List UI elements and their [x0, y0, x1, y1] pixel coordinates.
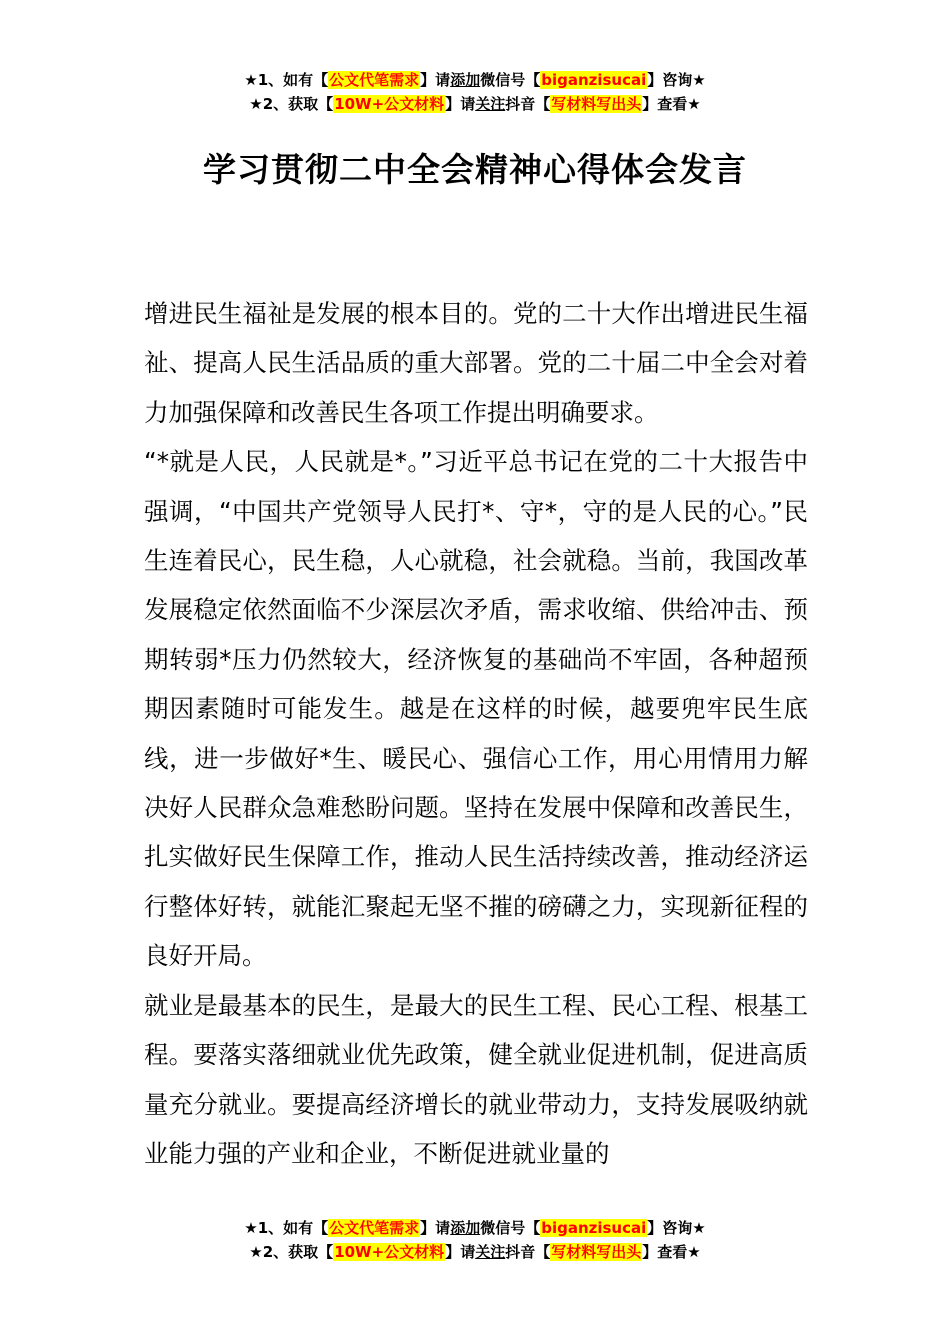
highlight-service: 公文代笔需求 — [329, 71, 420, 89]
highlight-douyin-account: 写材料写出头 — [551, 1243, 642, 1261]
paragraph: 增进民生福祉是发展的根本目的。党的二十大作出增进民生福祉、提高人民生活品质的重大部署。党的二十届二中全会对着力加强保障和改善民生各项工作提出明确要求。 — [144, 299, 808, 427]
header-banner — [0, 68, 950, 116]
highlight-materials: 10W+公文材料 — [334, 95, 445, 113]
document-body — [144, 289, 808, 1178]
banner-line-1: ★1、如有【公文代笔需求】请添加微信号【biganzisucai】咨询★ — [244, 1219, 706, 1237]
highlight-douyin-account: 写材料写出头 — [551, 95, 642, 113]
paragraph: 就业是最基本的民生，是最大的民生工程、民心工程、根基工程。要落实落细就业优先政策，健全就业促进机制，促进高质量充分就业。要提高经济增长的就业带动力，支持发展吸纳就业能力强的产业和企业，不断促进就业量的 — [144, 990, 808, 1168]
banner-line-1: ★1、如有【公文代笔需求】请添加微信号【biganzisucai】咨询★ — [244, 71, 706, 89]
paragraph: “*就是人民，人民就是*。”习近平总书记在党的二十大报告中强调，“中国共产党领导人民打*、守*，守的是人民的心。”民生连着民心，民生稳，人心就稳，社会就稳。当前，我国改革发展稳定依然面临不少深层次矛盾，需求收缩、供给冲击、预期转弱*压力仍然较大，经济恢复的基础尚不牢固，各种超预期因素随时可能发生。越是在这样的时候，越要兜牢民生底线，进一步做好*生、暖民心、强信心工作，用心用情用力解决好人民群众急难愁盼问题。坚持在发展中保障和改善民生，扎实做好民生保障工作，推动人民生活持续改善，推动经济运行整体好转，就能汇聚起无坚不摧的磅礴之力，实现新征程的良好开局。 — [144, 447, 808, 971]
highlight-materials: 10W+公文材料 — [334, 1243, 445, 1261]
banner-line-2: ★2、获取【10W+公文材料】请关注抖音【写材料写出头】查看★ — [249, 1243, 701, 1261]
footer-banner — [0, 1216, 950, 1264]
document-title: 学习贯彻二中全会精神心得体会发言 — [203, 150, 747, 189]
highlight-wechat-id: biganzisucai — [541, 1219, 647, 1237]
highlight-service: 公文代笔需求 — [329, 1219, 420, 1237]
banner-line-2: ★2、获取【10W+公文材料】请关注抖音【写材料写出头】查看★ — [249, 95, 701, 113]
highlight-wechat-id: biganzisucai — [541, 71, 647, 89]
